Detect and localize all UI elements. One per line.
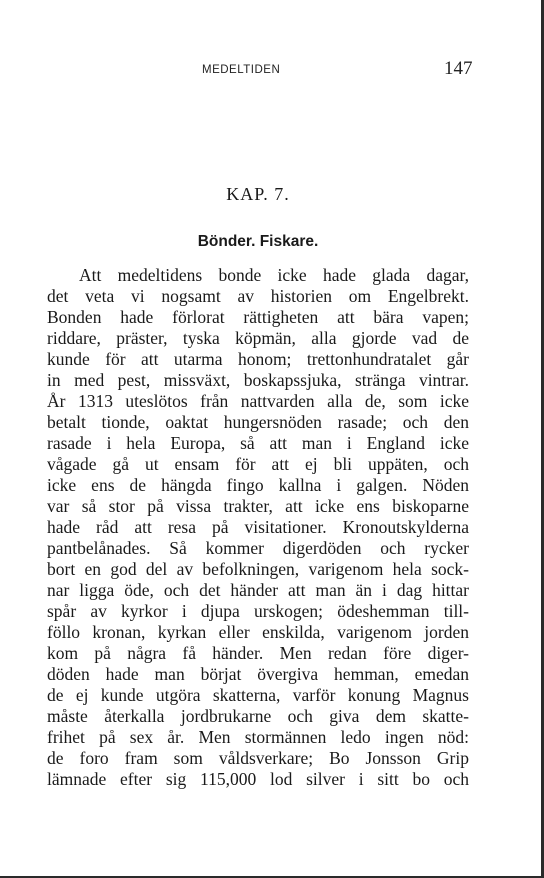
running-head: MEDELTIDEN <box>202 64 281 76</box>
text-line: pantbelånades. Så kommer digerdöden och rycker <box>47 538 469 558</box>
text-line: År 1313 uteslötos från nattvarden alla de, som icke <box>47 391 469 411</box>
section-heading: Bönder. Fiskare. <box>197 233 319 250</box>
text-line: Bonden hade förlorat rättigheten att bära vapen; <box>47 307 469 327</box>
text-line: frihet på sex år. Men stormännen ledo ingen nöd: <box>47 727 469 747</box>
text-line: föllo kronan, kyrkan eller enskilda, varigenom jorden <box>47 622 469 642</box>
text-line: kunde för att utarma honom; trettonhundratalet går <box>47 349 469 369</box>
page-number: 147 <box>444 58 473 79</box>
text-line: Att medeltidens bonde icke hade glada dagar, <box>79 265 469 285</box>
text-line: in med pest, missväxt, boskapssjuka, stränga vintrar. <box>47 370 469 390</box>
text-line: spår av kyrkor i djupa urskogen; ödeshemman till- <box>47 601 469 621</box>
text-line: kom på några få händer. Men redan före diger- <box>47 643 469 663</box>
text-line: nar ligga öde, och det händer att man än i dag hittar <box>47 580 469 600</box>
text-line: var så stor på vissa trakter, att icke ens biskoparne <box>47 496 469 516</box>
text-line: de ej kunde utgöra skatterna, varför konung Magnus <box>47 685 469 705</box>
text-line: lämnade efter sig 115,000 lod silver i sitt bo och <box>47 769 469 789</box>
text-line: döden hade man börjat övergiva hemman, emedan <box>47 664 469 684</box>
text-line: de foro fram som våldsverkare; Bo Jonsson Grip <box>47 748 469 768</box>
text-line: vågade gå ut ensam för att ej bli uppäten, och <box>47 454 469 474</box>
text-line: rasade i hela Europa, så att man i England icke <box>47 433 469 453</box>
text-line: hade råd att resa på visitationer. Kronoutskylderna <box>47 517 469 537</box>
text-line: icke ens de hängda fingo kallna i galgen. Nöden <box>47 475 469 495</box>
text-line: måste återkalla jordbrukarne och giva dem skatte- <box>47 706 469 726</box>
text-line: riddare, präster, tyska köpmän, alla gjorde vad de <box>47 328 469 348</box>
text-line: bort en god del av befolkningen, varigenom hela sock- <box>47 559 469 579</box>
chapter-title: KAP. 7. <box>226 184 290 204</box>
text-line: betalt tionde, oaktat hungersnöden rasade; och den <box>47 412 469 432</box>
text-line: det veta vi nogsamt av historien om Engelbrekt. <box>47 286 469 306</box>
body-paragraph <box>47 265 469 790</box>
